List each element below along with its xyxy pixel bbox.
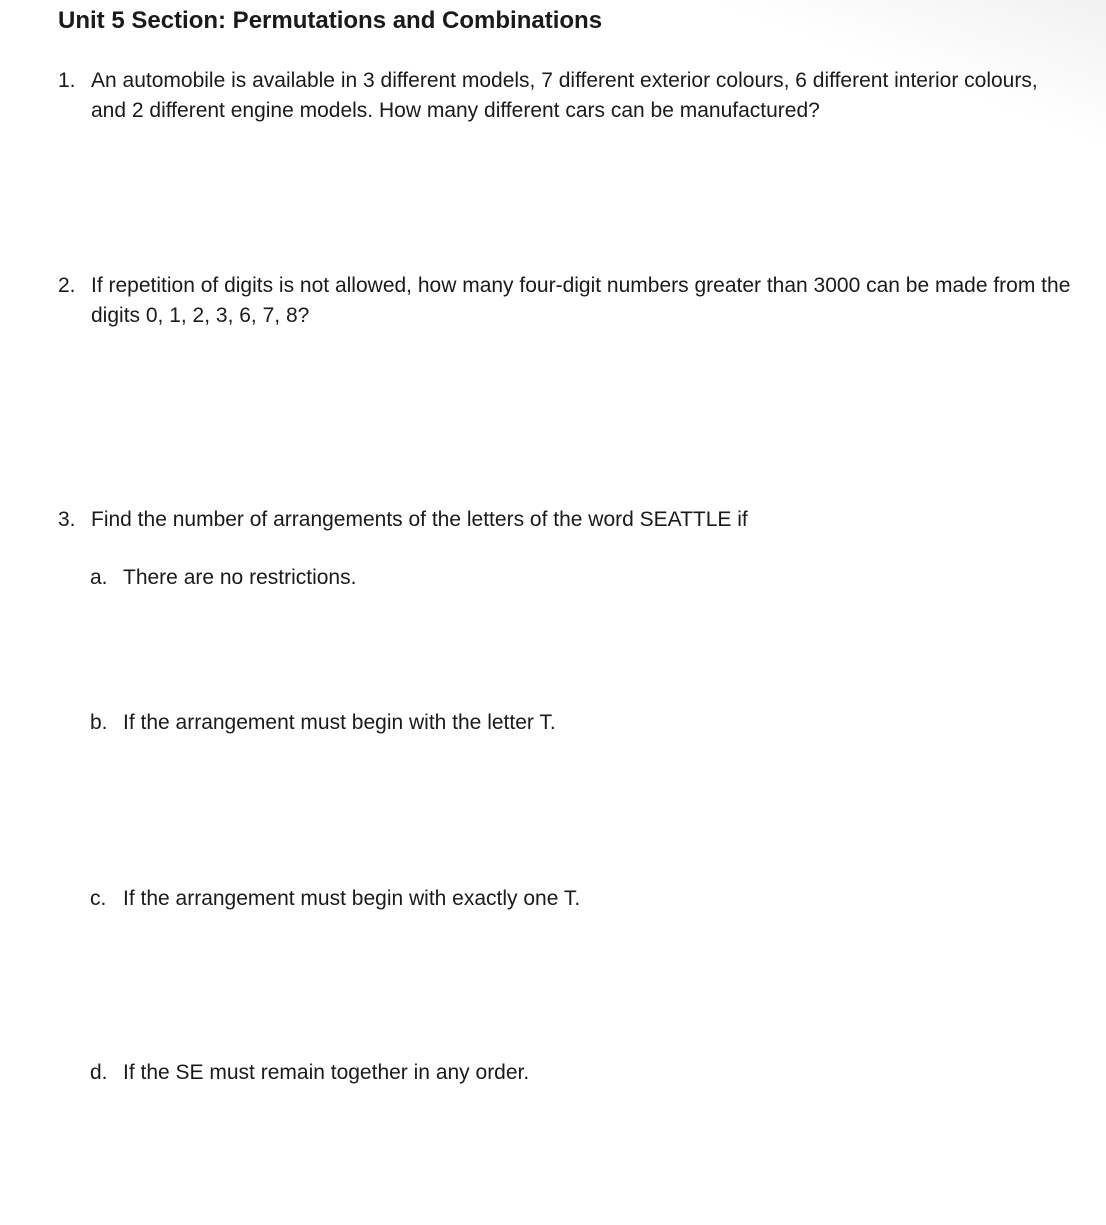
part-text: There are no restrictions. (123, 566, 357, 589)
question-number: 1. (58, 69, 76, 92)
question-number: 3. (58, 508, 76, 531)
part-text: If the SE must remain together in any order. (123, 1061, 530, 1084)
part-text: If the arrangement must begin with the letter T. (123, 711, 556, 734)
part-text: If the arrangement must begin with exactly one T. (123, 887, 581, 910)
page-title: Unit 5 Section: Permutations and Combinations (58, 7, 603, 34)
part-letter: a. (90, 566, 108, 589)
part-letter: d. (90, 1061, 108, 1084)
question-number: 2. (58, 274, 76, 297)
question-text: If repetition of digits is not allowed, how many four-digit numbers greater than 3000 can be made from the digits 0, 1, 2, 3, 6, 7, 8? (91, 274, 1071, 327)
question-text: Find the number of arrangements of the letters of the word SEATTLE if (91, 508, 748, 531)
question-text: An automobile is available in 3 different models, 7 different exterior colours, 6 different interior colours, and 2 different engine models. How many different cars can be manufactured? (91, 69, 1038, 122)
part-letter: b. (90, 711, 108, 734)
part-letter: c. (90, 887, 107, 910)
